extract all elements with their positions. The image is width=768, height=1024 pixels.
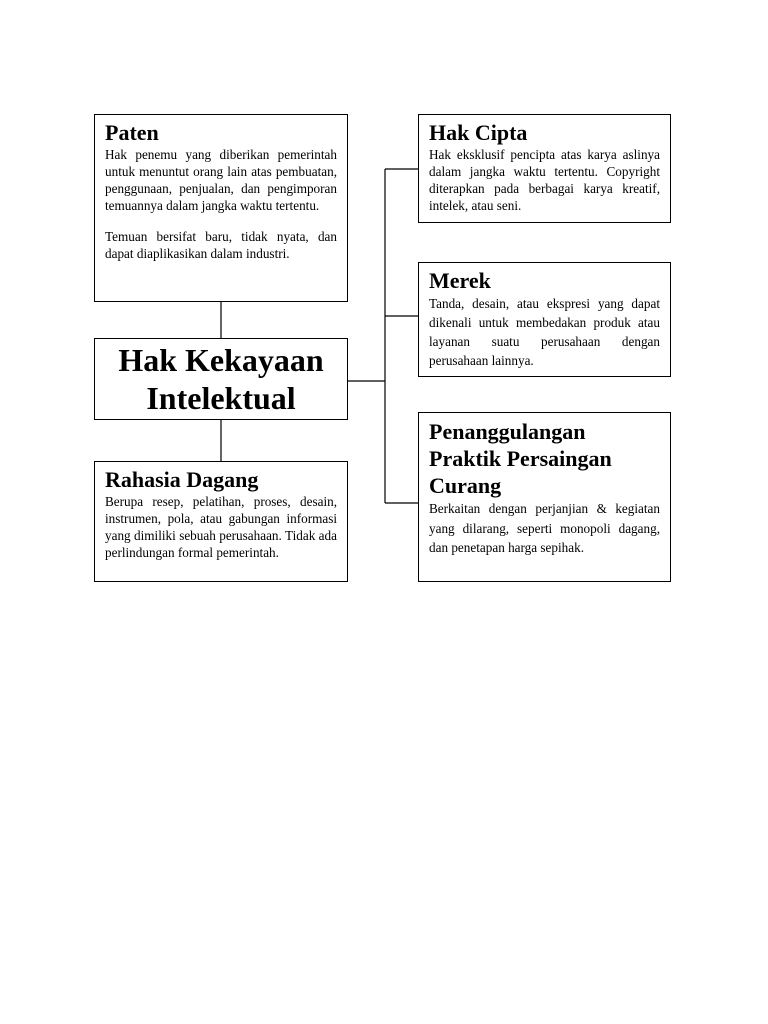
paten-description-2: Temuan bersifat baru, tidak nyata, dan dapat diaplikasikan dalam industri.	[105, 229, 337, 261]
merek-box	[418, 262, 671, 377]
center-title-line1: Hak Kekayaan	[118, 342, 324, 378]
hak-cipta-description: Hak eksklusif pencipta atas karya aslinya dalam jangka waktu tertentu. Copyright diterapkan pada berbagai karya kreatif, intelek, atau seni.	[429, 147, 660, 213]
hak-cipta-box	[418, 114, 671, 223]
rahasia-dagang-title: Rahasia Dagang	[105, 467, 259, 492]
merek-title: Merek	[429, 268, 491, 293]
center-box	[94, 338, 348, 420]
rahasia-dagang-description: Berupa resep, pelatihan, proses, desain, instrumen, pola, atau gabungan informasi yang dimiliki sebuah perusahaan. Tidak ada perlindungan formal pemerintah.	[105, 494, 337, 560]
paten-description: Hak penemu yang diberikan pemerintah untuk menuntut orang lain atas pembuatan, penggunaan, penjualan, dan pengimporan temuannya dalam jangka waktu tertentu.	[105, 147, 337, 213]
penanggulangan-description: Berkaitan dengan perjanjian & kegiatan yang dilarang, seperti monopoli dagang, dan penetapan harga sepihak.	[429, 501, 660, 555]
center-title-line2: Intelektual	[146, 380, 296, 416]
penanggulangan-box	[418, 412, 671, 582]
paten-title: Paten	[105, 120, 159, 145]
penanggulangan-title: Penanggulangan Praktik Persaingan Curang	[429, 419, 612, 498]
merek-description: Tanda, desain, atau ekspresi yang dapat dikenali untuk membedakan produk atau layanan suatu perusahaan dengan perusahaan lainnya.	[429, 296, 660, 368]
paten-box	[94, 114, 348, 302]
rahasia-dagang-box	[94, 461, 348, 582]
hak-cipta-title: Hak Cipta	[429, 120, 528, 145]
